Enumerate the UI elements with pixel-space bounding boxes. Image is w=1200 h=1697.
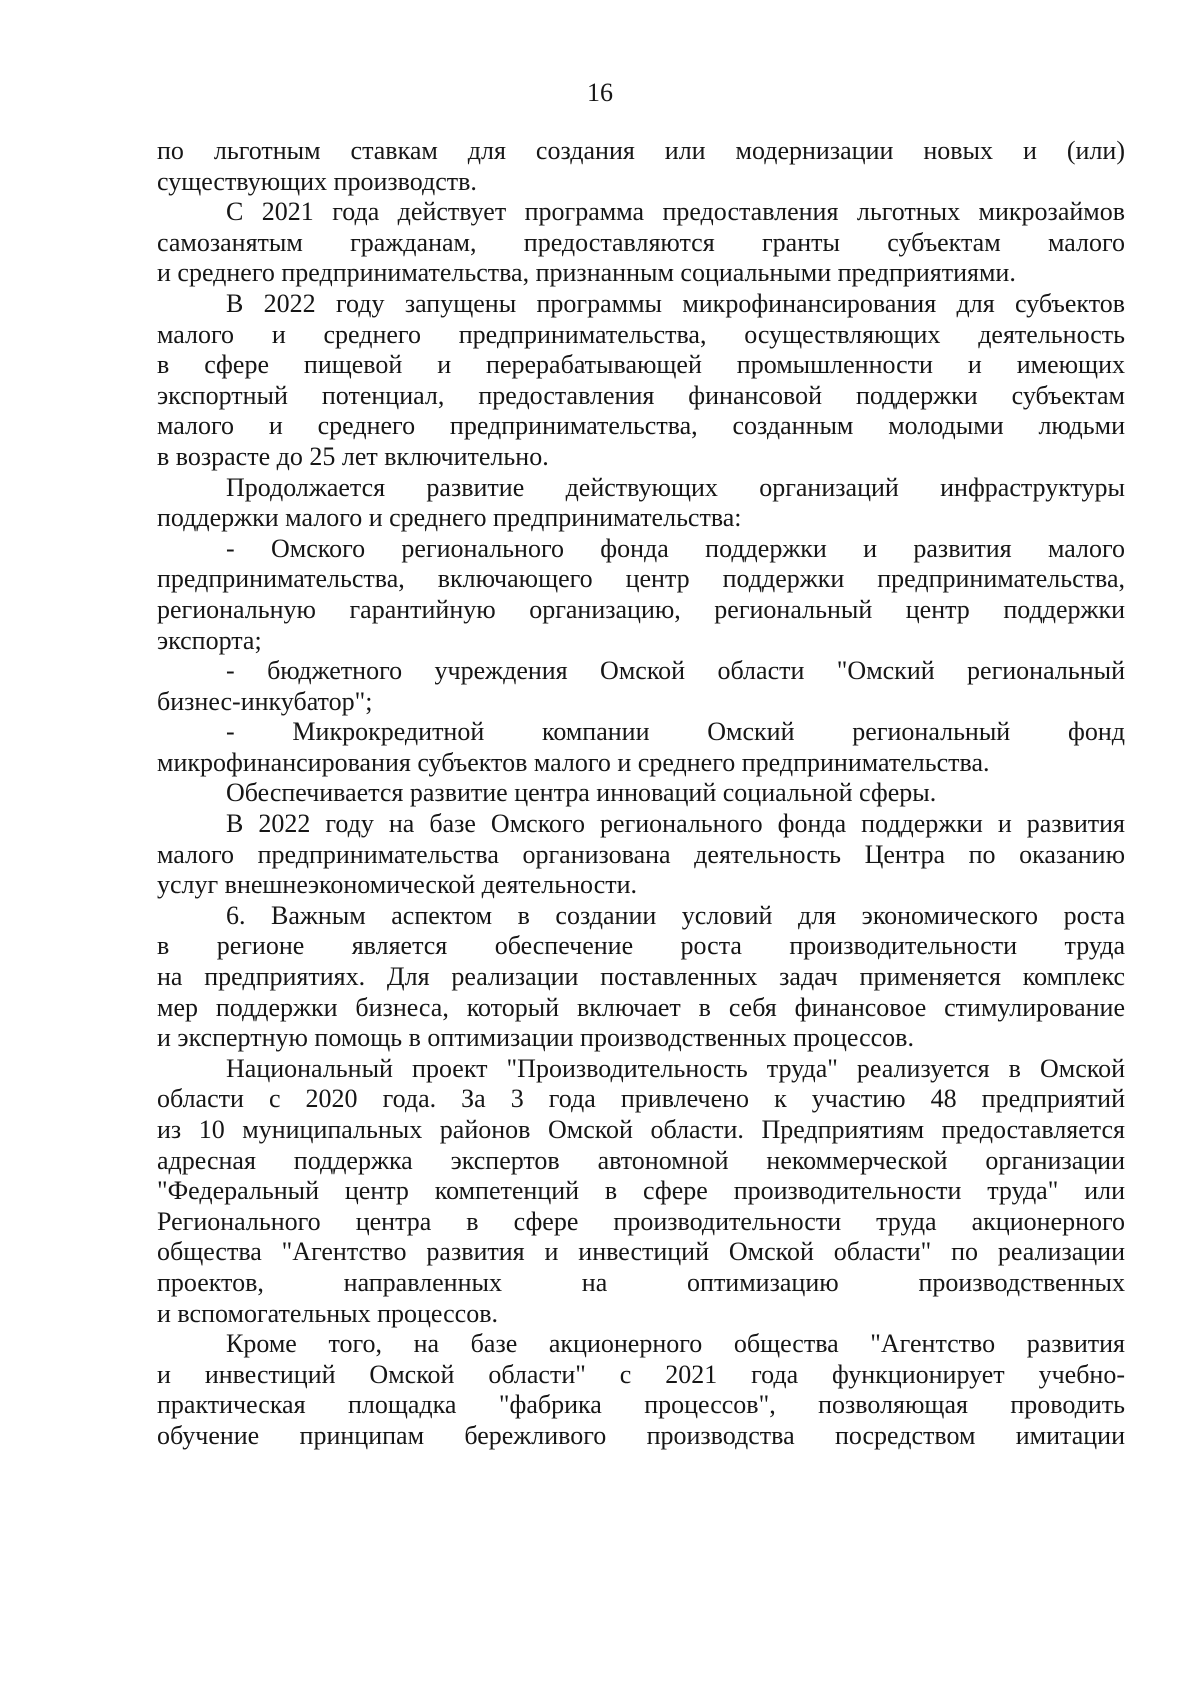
text-line: существующих производств.: [157, 166, 477, 196]
text-line: практическая площадка "фабрика процессов", позволяющая проводить: [157, 1390, 1125, 1420]
text-line: адресная поддержка экспертов автономной некоммерческой организации: [157, 1145, 1125, 1175]
text-line: бизнес-инкубатор";: [157, 686, 373, 716]
text-line: мер поддержки бизнеса, который включает в себя финансовое стимулирование: [157, 992, 1125, 1022]
text-line: экспортный потенциал, предоставления финансовой поддержки субъектам: [157, 380, 1125, 410]
text-line: в регионе является обеспечение роста производительности труда: [157, 931, 1125, 961]
text-line: малого и среднего предпринимательства, осуществляющих деятельность: [157, 319, 1125, 349]
text-line: экспорта;: [157, 625, 262, 655]
text-line: Обеспечивается развитие центра инноваций социальной сферы.: [226, 778, 937, 808]
text-line: 6. Важным аспектом в создании условий для экономического роста: [226, 900, 1125, 930]
text-line: и среднего предпринимательства, признанным социальными предприятиями.: [157, 258, 1016, 288]
page-number: 16: [587, 78, 613, 107]
text-line: - Микрокредитной компании Омский региональный фонд: [226, 717, 1125, 747]
text-line: на предприятиях. Для реализации поставленных задач применяется комплекс: [157, 962, 1125, 992]
text-line: Кроме того, на базе акционерного общества "Агентство развития: [226, 1329, 1125, 1359]
text-line: по льготным ставкам для создания или модернизации новых и (или): [157, 136, 1125, 165]
text-line: самозанятым гражданам, предоставляются гранты субъектам малого: [157, 227, 1125, 257]
text-line: услуг внешнеэкономической деятельности.: [157, 870, 638, 900]
text-line: Национальный проект "Производительность труда" реализуется в Омской: [226, 1053, 1125, 1083]
text-line: В 2022 году запущены программы микрофинансирования для субъектов: [226, 288, 1125, 318]
text-line: Регионального центра в сфере производительности труда акционерного: [157, 1206, 1125, 1236]
text-line: общества "Агентство развития и инвестиций Омской области" по реализации: [157, 1237, 1125, 1267]
text-line: - бюджетного учреждения Омской области "Омский региональный: [226, 656, 1125, 686]
text-line: малого предпринимательства организована деятельность Центра по оказанию: [157, 839, 1125, 869]
body-text: [157, 136, 1125, 1452]
text-line: поддержки малого и среднего предпринимательства:: [157, 503, 742, 533]
text-line: и инвестиций Омской области" с 2021 года функционирует учебно-: [157, 1359, 1125, 1389]
text-line: из 10 муниципальных районов Омской области. Предприятиям предоставляется: [157, 1115, 1125, 1144]
text-line: области с 2020 года. За 3 года привлечено к участию 48 предприятий: [157, 1084, 1125, 1114]
text-line: В 2022 году на базе Омского регионального фонда поддержки и развития: [226, 809, 1125, 839]
text-line: и экспертную помощь в оптимизации производственных процессов.: [157, 1023, 914, 1053]
text-line: региональную гарантийную организацию, региональный центр поддержки: [157, 594, 1125, 624]
text-line: обучение принципам бережливого производства посредством имитации: [157, 1420, 1125, 1450]
text-line: и вспомогательных процессов.: [157, 1298, 498, 1328]
text-line: малого и среднего предпринимательства, созданным молодыми людьми: [157, 411, 1125, 441]
text-line: С 2021 года действует программа предоставления льготных микрозаймов: [226, 197, 1125, 227]
text-line: - Омского регионального фонда поддержки и развития малого: [226, 533, 1125, 563]
text-line: в сфере пищевой и перерабатывающей промышленности и имеющих: [157, 350, 1125, 380]
text-line: Продолжается развитие действующих организаций инфраструктуры: [226, 472, 1125, 502]
text-line: микрофинансирования субъектов малого и среднего предпринимательства.: [157, 747, 990, 777]
text-line: "Федеральный центр компетенций в сфере производительности труда" или: [157, 1176, 1125, 1206]
text-line: проектов, направленных на оптимизацию производственных: [157, 1267, 1125, 1297]
text-line: предпринимательства, включающего центр поддержки предпринимательства,: [157, 564, 1125, 594]
text-line: в возрасте до 25 лет включительно.: [157, 441, 549, 471]
